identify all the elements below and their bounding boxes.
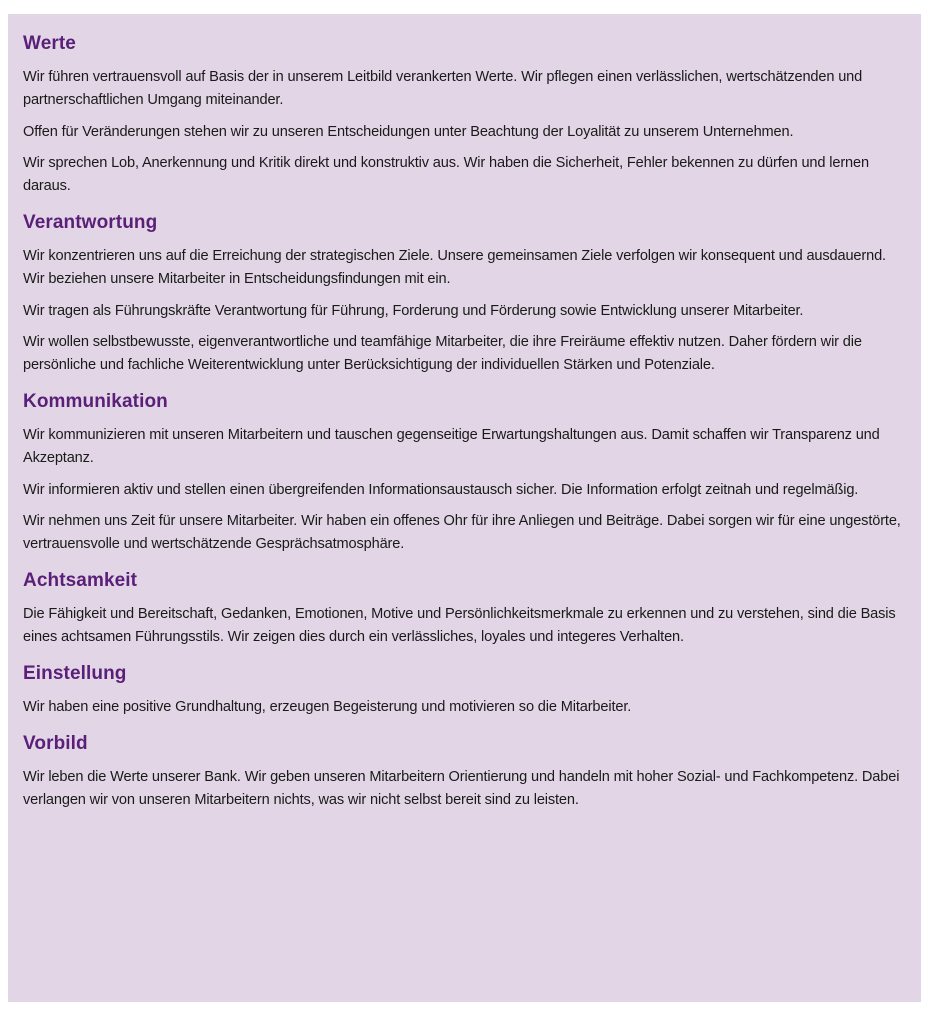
section-title: Vorbild xyxy=(23,733,88,754)
paragraph: Wir tragen als Führungskräfte Verantwortung für Führung, Forderung und Förderung sowie Entwicklung unserer Mitarbeiter. xyxy=(23,302,804,319)
section-achtsamkeit xyxy=(23,568,907,649)
paragraph: Wir kommunizieren mit unseren Mitarbeitern und tauschen gegenseitige Erwartungshaltungen aus. Damit schaffen wir Transparenz und Akzeptanz. xyxy=(23,427,880,466)
section-title: Werte xyxy=(23,33,76,54)
paragraph: Wir leben die Werte unserer Bank. Wir geben unseren Mitarbeitern Orientierung und handeln mit hoher Sozial- und Fachkompetenz. Dabei verlangen wir von unseren Mitarbeitern nichts, was wir nicht selbst bereit sind zu leisten. xyxy=(23,769,900,808)
paragraph: Wir konzentrieren uns auf die Erreichung der strategischen Ziele. Unsere gemeinsamen Ziele verfolgen wir konsequent und ausdauernd. Wir beziehen unsere Mitarbeiter in Entscheidungsfindungen mit ein. xyxy=(23,248,886,287)
section-title: Einstellung xyxy=(23,663,127,684)
section-kommunikation xyxy=(23,389,907,556)
section-title: Kommunikation xyxy=(23,391,168,412)
paragraph: Wir informieren aktiv und stellen einen übergreifenden Informationsaustausch sicher. Die Information erfolgt zeitnah und regelmäßig. xyxy=(23,481,859,498)
section-einstellung xyxy=(23,661,907,719)
section-vorbild xyxy=(23,731,907,812)
paragraph: Wir sprechen Lob, Anerkennung und Kritik direkt und konstruktiv aus. Wir haben die Sicherheit, Fehler bekennen zu dürfen und lernen daraus. xyxy=(23,155,869,194)
section-werte xyxy=(23,31,907,198)
leadership-principles-panel xyxy=(8,14,921,1002)
paragraph: Wir nehmen uns Zeit für unsere Mitarbeiter. Wir haben ein offenes Ohr für ihre Anliegen und Beiträge. Dabei sorgen wir für eine ungestörte, vertrauensvolle und wertschätzende Gesprächsatmosphäre. xyxy=(23,513,901,552)
paragraph: Offen für Veränderungen stehen wir zu unseren Entscheidungen unter Beachtung der Loyalität zu unserem Unternehmen. xyxy=(23,123,794,140)
paragraph: Wir führen vertrauensvoll auf Basis der in unserem Leitbild verankerten Werte. Wir pflegen einen verlässlichen, wertschätzenden und partnerschaftlichen Umgang miteinander. xyxy=(23,69,863,108)
section-title: Verantwortung xyxy=(23,212,158,233)
paragraph: Die Fähigkeit und Bereitschaft, Gedanken, Emotionen, Motive und Persönlichkeitsmerkmale zu erkennen und zu verstehen, sind die Basis eines achtsamen Führungsstils. Wir zeigen dies durch ein verlässliches, loyales und integeres Verhalten. xyxy=(23,606,896,645)
paragraph: Wir haben eine positive Grundhaltung, erzeugen Begeisterung und motivieren so die Mitarbeiter. xyxy=(23,699,632,715)
section-title: Achtsamkeit xyxy=(23,570,138,591)
paragraph: Wir wollen selbstbewusste, eigenverantwortliche und teamfähige Mitarbeiter, die ihre Freiräume effektiv nutzen. Daher fördern wir die persönliche und fachliche Weiterentwicklung unter Berücksichtigung der individuellen Stärken und Potenziale. xyxy=(23,334,862,373)
section-verantwortung xyxy=(23,210,907,377)
